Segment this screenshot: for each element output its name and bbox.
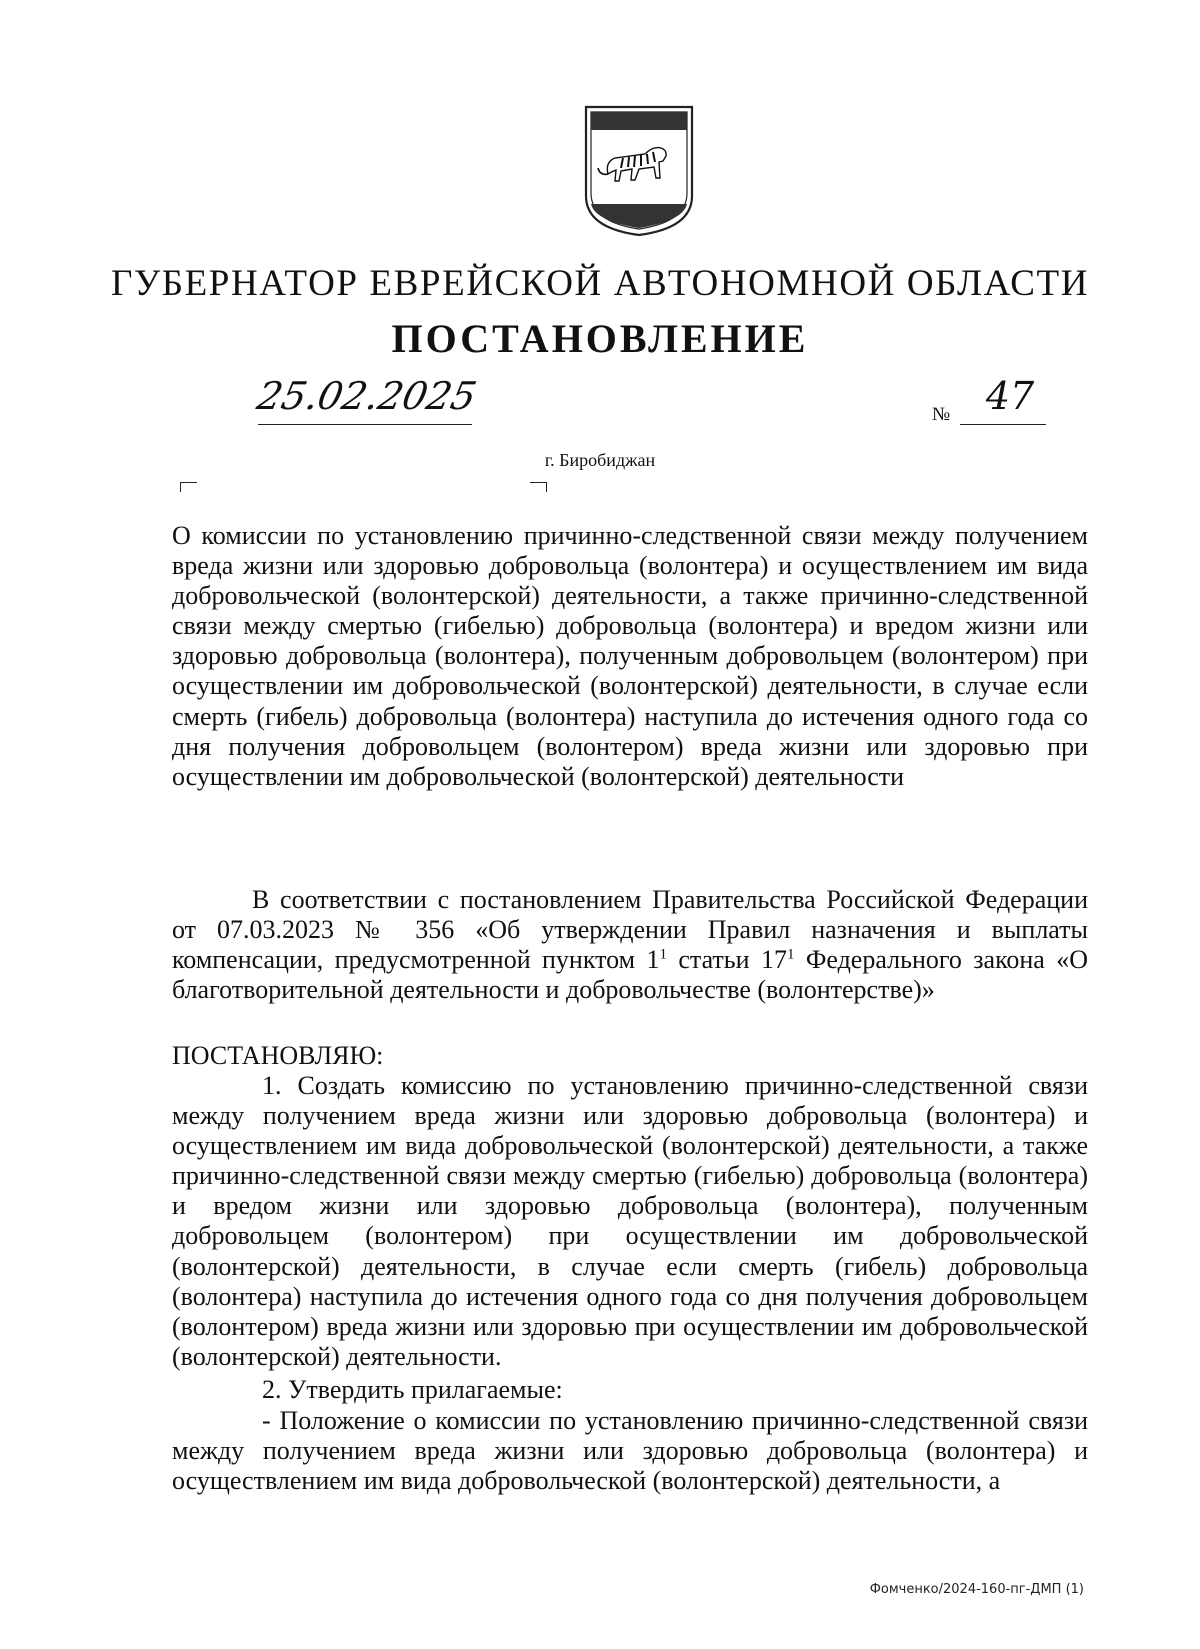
corner-mark-left	[180, 482, 197, 492]
number-underline	[960, 424, 1046, 425]
document-type-title: ПОСТАНОВЛЕНИЕ	[391, 316, 809, 361]
resolve-heading: ПОСТАНОВЛЯЮ:	[172, 1041, 384, 1070]
city-label: г. Биробиджан	[544, 450, 656, 470]
item-2: 2. Утвердить прилагаемые:	[262, 1375, 563, 1404]
coat-of-arms-tiger-icon	[583, 104, 695, 238]
superscript-1: 1	[659, 946, 667, 963]
footer-reference: Фомченко/2024-160-пг-ДМП (1)	[869, 1582, 1084, 1597]
superscript-2: 1	[786, 946, 795, 963]
item-1: 1. Создать комиссию по установлению причинно-следственной связи между получением вреда жизни или здоровью добровольца (волонтера) и осуществлением им вида добровольческой (волонтерской) деятельности, а также причинно-следственной связи между смертью (гибелью) добровольца (волонтера) и вредом жизни или здоровью добровольца (волонтера), полученным добровольцем (волонтером) при осуществлении им добровольческой (волонтерской) деятельности, в случае если смерть (гибель) добровольца (волонтера) наступила до истечения одного года со дня получения добровольцем (волонтером) вреда жизни или здоровью при осуществлении им добровольческой (волонтерской) деятельности.	[172, 1071, 1088, 1371]
handwritten-number: 47	[985, 374, 1035, 418]
preamble-text-3: Федерального закона «О благотворительной деятельности и добровольчестве (волонтерстве)»	[172, 945, 1088, 1005]
number-label: №	[932, 404, 951, 425]
preamble-text-2: статьи 17	[666, 945, 787, 975]
preamble-paragraph	[172, 885, 1088, 1005]
item-2-sub: - Положение о комиссии по установлению причинно-следственной связи между получением вреда жизни или здоровью добровольца (волонтера) и осуществлением им вида добровольческой (волонтерской) деятельности, а	[172, 1406, 1088, 1496]
corner-mark-right	[530, 482, 547, 492]
decree-subject: О комиссии по установлению причинно-следственной связи между получением вреда жизни или здоровью добровольца (волонтера) и осуществлением им вида добровольческой (волонтерской) деятельности, а также причинно-следственной связи между смертью (гибелью) добровольца (волонтера) и вредом жизни или здоровью добровольца (волонтера), полученным добровольцем (волонтером) при осуществлении им добровольческой (волонтерской) деятельности, в случае если смерть (гибель) добровольца (волонтера) наступила до истечения одного года со дня получения добровольцем (волонтером) вреда жизни или здоровью при осуществлении им добровольческой (волонтерской) деятельности	[172, 521, 1088, 791]
date-underline	[258, 424, 472, 425]
handwritten-date: 25.02.2025	[253, 374, 481, 418]
preamble-text-1: В соответствии с постановлением Правительства Российской Федерации от 07.03.2023 № 356 «Об утверждении Правил назначения и выплаты компенсации, предусмотренной пунктом 1	[172, 885, 1088, 975]
authority-title: ГУБЕРНАТОР ЕВРЕЙСКОЙ АВТОНОМНОЙ ОБЛАСТИ	[110, 263, 1090, 304]
